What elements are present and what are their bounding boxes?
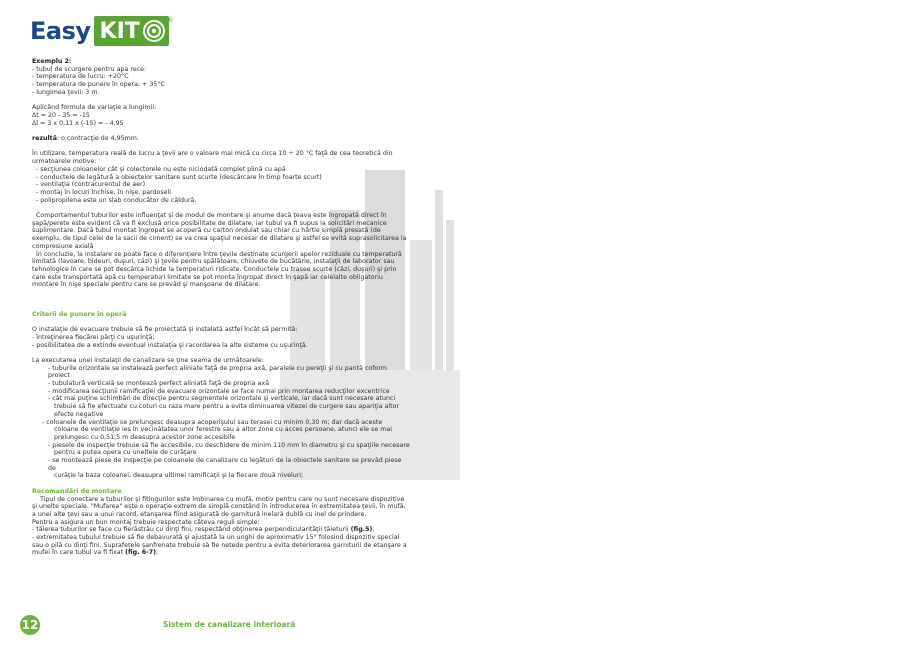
result-line [32, 135, 410, 143]
behavior-paragraph: Comportamentul tuburilor este influenţat şi de modul de montare şi anume dacă ţeava este îngropată direct în şapă/perete este evident că va fi exclusă orice posibilitate de dilatare, iar tubul va fi supus la solicitări mecanice suplimentare. Dacă tubul montat îngropat se acoperă cu carton ondulat sau chiar cu hârtie simplă presată (de exemplu, de tipul celei de la sacii de ciment) se va crea spaţiul necesar de dilatare şi astfel se evită suprasolicitarea la compresiune axială [32, 212, 407, 250]
usage-bullet: - polipropilena este un slab conducător de căldură. [36, 196, 197, 204]
usage-intro: În utilizare, temperatura reală de lucru a ţevii are o valoare mai mică cu circa 10 ÷ 20 °C faţă de cea teoretică din urmatoarele motive: [32, 150, 393, 166]
execution-line: - modificarea secţiunii ramificaţiei de evacuare orizontale se face numai prin montarea reducţilor excentrice [48, 387, 390, 395]
logo-easy-text: Easy [30, 17, 91, 45]
usage-bullet: - montaj în locuri închise, în nişe, pardoseli [36, 188, 172, 196]
execution-line: - cât mai puţine schimbări de direcţie pentru segmentele orizontale şi verticale, iar dacă sunt necesare atunci [48, 395, 396, 403]
example-heading: Exemplu 2: [32, 58, 72, 65]
example-line: - lungimea ţevii: 3 m. [32, 88, 100, 96]
figure-reference: (fig.5) [350, 526, 373, 534]
criteria-heading: Criterii de punere în operă [32, 310, 127, 318]
swirl-icon [143, 20, 165, 42]
formula-line: Δt = 20 - 35 = -15 [32, 111, 90, 119]
usage-bullet: - conductele de legătură a obiectelor sanitare sunt scurte (descărcare în timp foarte scurt) [36, 173, 322, 181]
page-number: 12 [21, 618, 39, 632]
example-line: - tubul de scurgere pentru apa rece: [32, 65, 147, 73]
recommendation-bullet [32, 534, 410, 557]
execution-line: - se montează piese de inspecţie pe coloanele de canalizare cu legături de la obiectele sanitare se prevăd piese de [48, 457, 402, 472]
example-line: - temperatura de punere în opera: + 35°C [32, 81, 165, 89]
article-body [32, 58, 410, 557]
bullet-text: - extremitatea tubului trebuie să fie debavurată şi ajustată la un unghi de aproximativ 15° folosind dispozitiv special sau o pilă cu dinţi fini. Suprafeţele şanfrenate trebuie să fie netede pentru a evita deteriorarea garniturii de etanşare a mufei în care tubul va fi fixat [32, 534, 407, 557]
registered-mark: ® [166, 16, 174, 24]
execution-intro: La executarea unei instalaţii de canalizare se ţine seama de următoarele: [32, 356, 264, 364]
usage-bullet: - secţiunea coloanelor cât şi colectorele nu este niciodată complet plină cu apă [36, 165, 286, 173]
page-footer [0, 612, 460, 638]
brand-logo [30, 16, 174, 46]
recommendation-bullet [32, 526, 410, 534]
bullet-end: ; [372, 526, 375, 534]
execution-line: coloane de ventilaţie ies în vecinătatea unor ferestre sau a altor zone cu acces persoane, atunci ele se mai [54, 426, 392, 434]
bullet-text: - tăierea tuburilor se face cu fierăstrău cu dinţi fini, respectând obţinerea perpendicularităţii tăieturii [32, 526, 351, 534]
result-label: rezultă [32, 135, 57, 142]
criteria-item: - întreţinerea fiecărei părţi cu uşurinţă; [32, 333, 155, 341]
formula-intro: Aplicând formula de variaţie a lungimii: [32, 104, 157, 112]
bullet-end: ; [156, 549, 159, 557]
execution-line: - coloanele de ventilaţie se prelungesc deasupra acoperişului sau terasei cu minim 0,30 m; dar dacă aceste [42, 418, 383, 426]
logo-kit-text: KIT [99, 18, 140, 44]
footer-title: Sistem de canalizare interioară [163, 620, 296, 629]
recommendations-paragraph: Tipul de conectare a tuburilor şi fitingurilor este îmbinarea cu mufă, motiv pentru care nu sunt necesare dispozitive şi unelte speciale. "Mufarea" este o operaţie extrem de simplă constând în introducerea în extremitatea ţevii, în mufă, a unei alte ţevi sau a unui racord, etanşarea fiind asigurată de garnitură inelară dublă cu inel de prindere. [32, 495, 406, 518]
conclusion-paragraph: În concluzie, la instalare se poate face o diferenţiere între ţevile destinate scurgerii apelor reziduale cu temperatură limitată (lavoare, bideuri, duşuri, căzi) şi ţevile pentru spălătoare, chiuvete de bucătărie, instalaţii de laborator sau tehnologice în care se pot descărca lichide la temperaturi ridicate. Conductele cu trasee scurte (căzi, duşuri) şi prin care este transportată apă cu temperaturi limitate se pot monta îngropat direct în şapă iar celelalte obligatoriu montare în nişe speciale pentru care se prevăd şi manşoane de dilatare. [32, 250, 402, 289]
execution-line: trebuie să fie efectuate cu coturi cu raza mare pentru a evita diminuarea vitezei de curgere sau apariţia altor [54, 403, 400, 411]
criteria-intro: O instalaţie de evacuare trebuie să fie proiectată şi instalată astfel încât să permită: [32, 326, 298, 334]
execution-line: - tuburile orizontale se instalează perfect aliniate faţă de propria axă, paralele cu pereţii şi cu pantă coform proiect [48, 364, 387, 380]
figure-reference: (fig. 6-7) [125, 549, 157, 557]
example-line: - temperatura de lucru: +20°C [32, 73, 129, 81]
execution-line: - piesele de inspecţie trebuie să fie accesibile, cu deschidere de minim 110 mm în diametru şi cu spaţiile necesare [48, 441, 410, 449]
execution-line: pentru a putea opera cu uneltele de curăţare [54, 449, 197, 457]
result-text: : o contracţie de 4,95mm. [56, 135, 139, 142]
execution-list [32, 365, 410, 481]
criteria-item: - posibilitatea de a extinde eventual instalaţia şi racordarea la alte sisteme cu uşurinţă. [32, 341, 308, 349]
execution-line: - tubulatură verticală se montează perfect aliniată faţă de propria axă [48, 380, 270, 388]
execution-line: curăţie la baza coloanei, deasupra ultimei ramificaţii şi la fiecare două niveluri; [54, 472, 304, 480]
formula-line: Δl = 3 x 0,11 x (-15) = - 4,95 [32, 119, 124, 127]
logo-kit-badge [94, 16, 169, 46]
recommendations-heading: Recomandări de montare [32, 487, 122, 495]
usage-bullet: - ventilaţia (contracurentul de aer) [36, 181, 146, 189]
execution-line: efecte negative [54, 410, 104, 418]
execution-line: prelungesc cu 0,51,5 m deasupra acestor zone accesibile [54, 433, 236, 441]
recommendations-rules-intro: Pentru a asigura un bun montaj trebuie respectate câteva reguli simple: [32, 518, 260, 526]
page-number-badge [20, 615, 40, 635]
